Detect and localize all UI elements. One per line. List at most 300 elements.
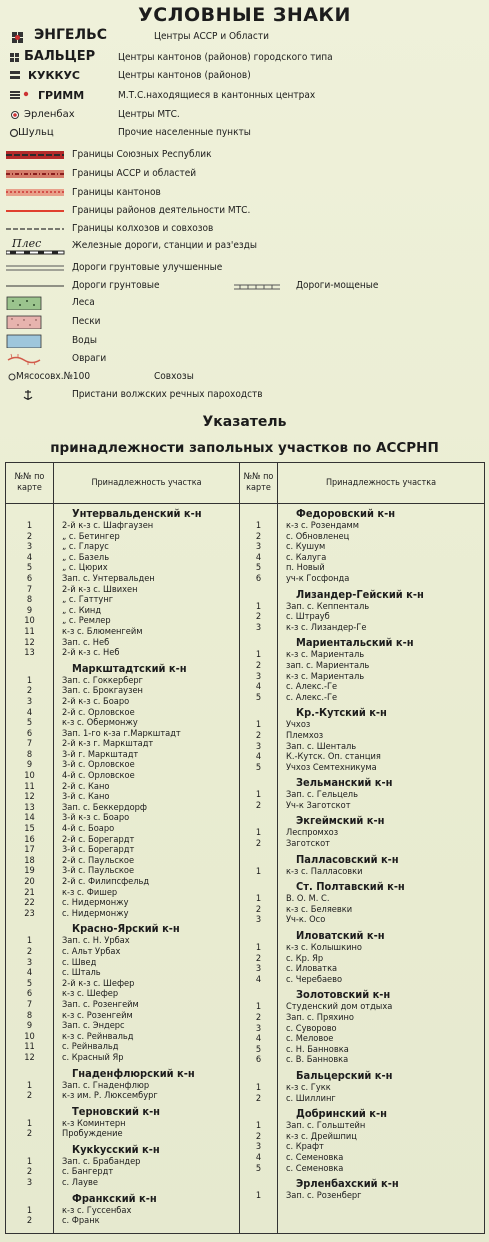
plot-owner: к-з с. Шефер xyxy=(62,989,119,1000)
plot-number: 10 xyxy=(24,616,35,627)
plot-number: 2 xyxy=(26,1129,33,1140)
plot-owner: 2-й с. Кано xyxy=(62,781,110,792)
plot-owner: с. В. Банновка xyxy=(286,1055,349,1066)
plot-number: 4 xyxy=(255,1152,262,1163)
forest-icon xyxy=(6,296,46,310)
index-subtitle: принадлежности запольных участков по АССРНП xyxy=(50,440,439,456)
plot-owner: 2-й к-з с. Боаро xyxy=(62,696,130,707)
plot-number: 3 xyxy=(255,964,262,975)
plot-owner: Пробуждение xyxy=(62,1129,123,1140)
sovkhoz-label: Мясосовх.№100 xyxy=(16,371,91,382)
plot-owner: Заготскот xyxy=(286,839,330,850)
plot-number: 5 xyxy=(255,692,262,703)
plot-number: 22 xyxy=(24,898,35,909)
plot-owner: 3-й г. Маркштадт xyxy=(62,749,139,760)
heading-spacer xyxy=(240,776,277,790)
plot-number: 5 xyxy=(26,978,33,989)
plot-owner: Зап. с. Эндерс xyxy=(62,1021,125,1032)
plot-number: 8 xyxy=(26,595,33,606)
plot-owner: „ с. Гларус xyxy=(62,542,109,553)
plot-owner: с. Иловатка xyxy=(286,964,338,975)
legend-desc: Центры кантонов (районов) городского типа xyxy=(118,52,333,63)
plot-owner: к-з с. Фишер xyxy=(62,887,118,898)
plot-number: 2 xyxy=(255,904,262,915)
plot-number: 9 xyxy=(26,760,33,771)
plot-owner: Зап. с. Гоккерберг xyxy=(62,675,144,686)
legend-desc: Дороги грунтовые улучшенные xyxy=(72,262,223,273)
plot-number: 10 xyxy=(24,1031,35,1042)
plot-owner: 2-й к-з с. Шефер xyxy=(62,978,135,989)
plot-owner: с. Штрауб xyxy=(286,612,330,623)
plot-number: 2 xyxy=(255,953,262,964)
plot-number: 2 xyxy=(255,730,262,741)
legend-town: Шульц xyxy=(18,127,54,138)
district-heading: Добринский к-н xyxy=(296,1107,387,1121)
plot-number: 1 xyxy=(26,936,33,947)
plot-owner: К.-Кутск. Оп. станция xyxy=(286,752,381,763)
plot-owner: Учхоз xyxy=(286,720,311,731)
plot-number: 5 xyxy=(255,1163,262,1174)
plot-owner: к-з с. Беляевки xyxy=(286,904,353,915)
plot-number: 11 xyxy=(24,626,35,637)
district-heading: Кр.-Кутский к-н xyxy=(296,706,387,720)
plot-number: 19 xyxy=(24,866,35,877)
plot-owner: с. Суворово xyxy=(286,1023,337,1034)
plot-owner: 3-й к-з с. Боаро xyxy=(62,813,130,824)
plot-number: 3 xyxy=(26,696,33,707)
plot-owner: к-з с. Лизандер-Ге xyxy=(286,622,367,633)
plot-owner: с. Рейнвальд xyxy=(62,1042,119,1053)
plot-owner: В. О. М. С. xyxy=(286,894,330,905)
district-heading: Терновский к-н xyxy=(72,1104,161,1118)
plot-owner: с. Обновленец xyxy=(286,531,350,542)
plot-owner: Уч-к. Осо xyxy=(286,915,326,926)
plot-owner: с. Калуга xyxy=(286,552,327,563)
plot-number: 1 xyxy=(26,521,33,531)
plot-number: 15 xyxy=(24,824,35,835)
heading-spacer xyxy=(6,1105,53,1119)
heading-spacer xyxy=(240,929,277,943)
plot-owner: к-з с. Колышкино xyxy=(286,943,362,954)
plot-owner: 2-й с. Филипсфельд xyxy=(62,877,150,887)
plot-owner: Зап. с. Гельцель xyxy=(286,790,358,801)
plot-owner: к-з им. Р. Люксембург xyxy=(62,1091,158,1102)
plot-number: 3 xyxy=(255,542,262,553)
heading-spacer xyxy=(240,1177,277,1191)
plot-owner: к-з с. Дрейшпиц xyxy=(286,1131,357,1142)
district-heading: Франкский к-н xyxy=(72,1191,157,1205)
plot-owner: „ с. Гаттунг xyxy=(62,595,114,606)
district-heading: Экгеймский к-н xyxy=(296,814,385,828)
plot-number: 2 xyxy=(26,686,33,697)
district-heading: Лизандер-Гейский к-н xyxy=(296,587,424,601)
plot-number: 1 xyxy=(255,1082,262,1093)
legend-desc: Овраги xyxy=(72,353,107,364)
right-number-column xyxy=(240,504,278,1234)
plot-owner: Зап. 1-го к-за г.Маркштадт xyxy=(62,728,181,739)
district-heading: Гнаденфлюрский к-н xyxy=(72,1066,195,1080)
plot-number: 2 xyxy=(26,1091,33,1102)
heading-spacer xyxy=(240,1107,277,1121)
plot-owner: с. Меловое xyxy=(286,1034,334,1045)
plot-owner: Уч-к Заготскот xyxy=(286,800,351,811)
legend-desc: Границы Союзных Республик xyxy=(72,149,212,160)
owner-header: Принадлежность участка xyxy=(54,463,240,504)
plot-owner: уч-к Госфонда xyxy=(286,573,350,584)
plot-owner: с. Альт Урбах xyxy=(62,946,121,957)
district-heading: Федоровский к-н xyxy=(296,507,396,520)
plot-number: 4 xyxy=(255,552,262,563)
plot-number: 10 xyxy=(24,771,35,782)
plot-owner: 2-й к-з с. Швихен xyxy=(62,584,138,595)
plot-owner: Зап. с. Брабандер xyxy=(62,1156,141,1167)
plot-number: 5 xyxy=(255,762,262,773)
heading-spacer xyxy=(240,853,277,867)
plot-number: 4 xyxy=(26,707,33,718)
mts-canton-icon xyxy=(8,89,38,103)
plot-number: 1 xyxy=(255,521,262,531)
legend-town: Эрленбах xyxy=(24,109,75,120)
heading-spacer xyxy=(6,662,53,676)
plot-number: 2 xyxy=(255,531,262,542)
legend-desc: Дороги грунтовые xyxy=(72,280,160,291)
heading-spacer xyxy=(240,988,277,1002)
legend-desc: Совхозы xyxy=(154,371,194,382)
plot-number: 9 xyxy=(26,605,33,616)
plot-owner: с. Кр. Яр xyxy=(286,953,324,964)
plot-number: 1 xyxy=(255,894,262,905)
plot-owner: „ с. Базель xyxy=(62,552,110,563)
left-number-column xyxy=(6,504,54,1234)
plot-number: 6 xyxy=(26,728,33,739)
plot-number: 1 xyxy=(255,720,262,731)
plot-owner: Зап. с. Пряхино xyxy=(286,1013,354,1023)
district-heading: Кукkусский к-н xyxy=(72,1142,160,1156)
plot-number: 4 xyxy=(255,682,262,693)
plot-owner: с. Семеновка xyxy=(286,1163,344,1174)
legend-desc: Границы АССР и областей xyxy=(72,168,197,179)
plot-number: 1 xyxy=(26,1118,33,1129)
plot-number: 3 xyxy=(255,741,262,752)
plot-owner: 2-й с. Орловское xyxy=(62,707,135,718)
plot-owner: 3-й с. Орловское xyxy=(62,760,135,771)
plot-owner: с. Нидермонжу xyxy=(62,898,129,909)
plot-owner: 2-й с. Паульское xyxy=(62,855,135,866)
plot-owner: Племхоз xyxy=(286,730,324,741)
legend-desc: М.Т.С.находящиеся в кантонных центрах xyxy=(118,90,316,101)
legend-desc: Границы колхозов и совхозов xyxy=(72,223,214,234)
plot-number: 3 xyxy=(255,1142,262,1153)
district-heading: Палласовский к-н xyxy=(296,852,399,866)
plot-owner: с. Шиллинг xyxy=(286,1093,336,1104)
plot-owner: 3-й с. Паульское xyxy=(62,866,135,877)
district-heading: Красно-Ярский к-н xyxy=(72,922,180,936)
plot-number: 2 xyxy=(255,800,262,811)
plot-owner: Леспромхоз xyxy=(286,828,339,839)
plot-number: 18 xyxy=(24,855,35,866)
plot-number: 3 xyxy=(255,915,262,926)
plot-owner: с. Бангердт xyxy=(62,1167,114,1178)
plot-owner: к-з с. Рейнвальд xyxy=(62,1031,134,1042)
plot-owner: Зап. с. Розенгейм xyxy=(62,999,139,1010)
legend-town: БАЛЬЦЕР xyxy=(24,49,96,64)
heading-spacer xyxy=(240,1069,277,1083)
heading-spacer xyxy=(240,706,277,720)
plot-owner: с. Кушум xyxy=(286,542,326,553)
plot-owner: с. Красный Яр xyxy=(62,1052,124,1063)
plot-number: 9 xyxy=(26,1021,33,1032)
canton-boundary-icon xyxy=(6,186,66,200)
plot-owner: 2-й к-з с. Неб xyxy=(62,648,120,659)
legend-desc: Леса xyxy=(72,297,95,308)
plot-number: 1 xyxy=(255,790,262,801)
plot-number: 2 xyxy=(26,946,33,957)
plot-owner: с. Франк xyxy=(62,1216,100,1227)
plot-number: 1 xyxy=(255,943,262,954)
plot-owner: Учхоз Семтехникума xyxy=(286,762,377,773)
plot-number: 5 xyxy=(26,718,33,729)
plot-number: 12 xyxy=(24,792,35,803)
mts-boundary-icon xyxy=(6,204,66,218)
plot-owner: Зап. с. Кеппенталь xyxy=(286,601,370,612)
plot-number: 2 xyxy=(255,612,262,623)
plot-owner: 2-й к-з г. Маркштадт xyxy=(62,739,154,750)
plot-number: 6 xyxy=(255,1055,262,1066)
plot-owner: с. Н. Банновка xyxy=(286,1044,349,1055)
plot-owner: с. Шталь xyxy=(62,968,101,979)
plot-owner: с. Крафт xyxy=(286,1142,324,1153)
district-heading: Мариентальский к-н xyxy=(296,636,414,650)
paved-road-icon xyxy=(234,281,284,293)
plot-number: 1 xyxy=(255,601,262,612)
plot-number: 5 xyxy=(255,563,262,574)
plot-owner: „ с. Ремлер xyxy=(62,616,111,627)
plot-number: 13 xyxy=(24,648,35,659)
plot-owner: Зап. с. Брокгаузен xyxy=(62,686,143,697)
plot-number: 11 xyxy=(24,1042,35,1053)
plot-owner: „ с. Кинд xyxy=(62,605,102,616)
plot-number: 3 xyxy=(26,957,33,968)
plot-owner: п. Новый xyxy=(286,563,325,574)
index-table xyxy=(5,462,485,1234)
heading-spacer xyxy=(6,507,53,521)
plot-owner: 3-й с. Борегардт xyxy=(62,845,135,856)
legend-desc: Центры кантонов (районов) xyxy=(118,70,251,81)
district-heading: Зельманский к-н xyxy=(296,776,393,790)
plot-number: 1 xyxy=(26,675,33,686)
legend-desc: Железные дороги, станции и раз'езды xyxy=(72,240,257,251)
district-heading: Бальцерский к-н xyxy=(296,1068,393,1082)
plot-number: 4 xyxy=(255,752,262,763)
water-icon xyxy=(6,334,46,348)
num-header: №№ по карте xyxy=(6,463,54,504)
index-title: Указатель xyxy=(202,414,287,430)
plot-number: 1 xyxy=(26,1080,33,1091)
plot-owner: 4-й с. Боаро xyxy=(62,824,115,835)
railway-station-label: Плес xyxy=(12,237,42,250)
plot-owner: Студенский дом отдыха xyxy=(286,1002,393,1013)
plot-owner: „ с. Бетингер xyxy=(62,531,120,542)
plot-number: 2 xyxy=(255,1131,262,1142)
plot-number: 7 xyxy=(26,584,33,595)
plot-owner: с. Черебаево xyxy=(286,974,343,985)
legend-town: КУККУС xyxy=(28,69,81,82)
assr-boundary-icon xyxy=(6,167,66,181)
ravine-icon xyxy=(6,352,46,366)
plot-number: 5 xyxy=(26,563,33,574)
capital-star-icon xyxy=(8,30,32,44)
plot-number: 3 xyxy=(26,1178,33,1189)
plot-number: 17 xyxy=(24,845,35,856)
plot-number: 1 xyxy=(26,1156,33,1167)
plot-owner: Зап. с. Шенталь xyxy=(286,741,357,752)
plot-number: 1 xyxy=(26,1205,33,1216)
district-heading: Маркштадтский к-н xyxy=(72,661,187,675)
legend-desc: Пристани волжских речных пароходств xyxy=(72,389,263,400)
heading-spacer xyxy=(240,636,277,650)
plot-owner: к-з с. Гуссенбах xyxy=(62,1205,132,1216)
plot-owner: с. Алекс.-Ге xyxy=(286,682,338,693)
kolkhoz-boundary-icon xyxy=(6,222,66,236)
legend-town: ГРИММ xyxy=(38,89,85,102)
legend-desc: Воды xyxy=(72,335,97,346)
legend-town: ЭНГЕЛЬС xyxy=(34,27,108,43)
plot-number: 5 xyxy=(255,1044,262,1055)
plot-number: 12 xyxy=(24,1052,35,1063)
plot-number: 7 xyxy=(26,739,33,750)
plot-owner: Зап. с. Унтервальден xyxy=(62,573,155,584)
plot-owner: к-з с. Розендамм xyxy=(286,521,359,531)
district-heading: Унтервальденский к-н xyxy=(72,507,202,520)
plot-number: 23 xyxy=(24,908,35,919)
legend-desc: Границы кантонов xyxy=(72,187,161,198)
plot-number: 1 xyxy=(255,866,262,877)
plot-number: 1 xyxy=(255,1191,262,1202)
union-boundary-icon xyxy=(6,148,66,162)
heading-spacer xyxy=(240,588,277,602)
plot-number: 1 xyxy=(255,650,262,661)
plot-number: 20 xyxy=(24,877,35,887)
plot-owner: „ с. Цюрих xyxy=(62,563,108,574)
plot-owner: с. Нидермонжу xyxy=(62,908,129,919)
plot-number: 8 xyxy=(26,1010,33,1021)
heading-spacer xyxy=(6,1067,53,1081)
legend-desc: Границы районов деятельности МТС. xyxy=(72,205,251,216)
plot-owner: к-з с. Розенгейм xyxy=(62,1010,133,1021)
heading-spacer xyxy=(240,507,277,521)
num-header: №№ по карте xyxy=(240,463,278,504)
right-owner-column xyxy=(278,504,485,1234)
plot-owner: к-з с. Блюменгейм xyxy=(62,626,143,637)
plot-number: 4 xyxy=(255,974,262,985)
plot-owner: с. Лауве xyxy=(62,1178,98,1189)
owner-header: Принадлежность участка xyxy=(278,463,485,504)
anchor-icon xyxy=(22,388,34,402)
plot-number: 3 xyxy=(255,671,262,682)
table-header-row xyxy=(6,463,485,504)
plot-owner: к-з с. Гукк xyxy=(286,1082,331,1093)
plot-number: 6 xyxy=(255,573,262,584)
plot-owner: с. Семеновка xyxy=(286,1152,344,1163)
plot-number: 2 xyxy=(255,660,262,671)
district-heading: Ст. Полтавский к-н xyxy=(296,880,405,894)
legend-desc: Центры АССР и Области xyxy=(154,31,269,42)
plot-number: 6 xyxy=(26,989,33,1000)
plot-number: 8 xyxy=(26,749,33,760)
plot-owner: 4-й с. Орловское xyxy=(62,771,135,782)
heading-spacer xyxy=(240,880,277,894)
legend-desc: Центры МТС. xyxy=(118,109,180,120)
plot-number: 4 xyxy=(26,968,33,979)
plot-owner: к-з с. Обермонжу xyxy=(62,718,138,729)
heading-spacer xyxy=(6,1143,53,1157)
plot-number: 11 xyxy=(24,781,35,792)
plot-owner: к-з с. Палласовки xyxy=(286,866,363,877)
left-owner-column xyxy=(54,504,240,1234)
heading-spacer xyxy=(6,1192,53,1206)
plot-number: 2 xyxy=(26,531,33,542)
legend-desc: Пески xyxy=(72,316,101,327)
plot-number: 16 xyxy=(24,834,35,845)
plot-owner: к-з с. Мариенталь xyxy=(286,671,365,682)
improved-road-icon xyxy=(6,261,66,275)
legend-desc: Прочие населенные пункты xyxy=(118,127,251,138)
plot-number: 2 xyxy=(26,1216,33,1227)
plot-number: 1 xyxy=(255,828,262,839)
district-heading: Иловатский к-н xyxy=(296,929,385,943)
plot-number: 13 xyxy=(24,802,35,813)
plot-number: 6 xyxy=(26,573,33,584)
plot-owner: зап. с. Мариенталь xyxy=(286,660,370,671)
plot-owner: Зап. с. Гольштейн xyxy=(286,1121,366,1132)
plot-owner: Зап. с. Неб xyxy=(62,637,110,648)
dirt-road-icon xyxy=(6,279,66,293)
legend-title: УСЛОВНЫЕ ЗНАКИ xyxy=(138,4,351,26)
plot-number: 2 xyxy=(255,1093,262,1104)
plot-owner: 3-й с. Кано xyxy=(62,792,110,803)
plot-owner: к-з Коминтерн xyxy=(62,1118,126,1129)
plot-number: 2 xyxy=(255,1013,262,1023)
sand-icon xyxy=(6,315,46,329)
plot-number: 1 xyxy=(255,1121,262,1132)
plot-number: 2 xyxy=(26,1167,33,1178)
plot-number: 2 xyxy=(255,839,262,850)
plot-number: 4 xyxy=(26,552,33,563)
plot-number: 7 xyxy=(26,999,33,1010)
plot-number: 14 xyxy=(24,813,35,824)
plot-owner: Зап. с. Беккердорф xyxy=(62,802,147,813)
plot-number: 3 xyxy=(26,542,33,553)
heading-spacer xyxy=(6,922,53,936)
plot-number: 3 xyxy=(255,622,262,633)
plot-number: 12 xyxy=(24,637,35,648)
legend-desc: Дороги-мощеные xyxy=(296,280,379,291)
plot-number: 21 xyxy=(24,887,35,898)
railway-icon xyxy=(6,249,66,257)
plot-number: 4 xyxy=(255,1034,262,1045)
plot-owner: 2-й с. Борегардт xyxy=(62,834,135,845)
plot-owner: с. Алекс.-Ге xyxy=(286,692,338,703)
plot-owner: с. Швед xyxy=(62,957,97,968)
plot-owner: Зап. с. Розенберг xyxy=(286,1191,362,1202)
plot-owner: 2-й к-з с. Шафгаузен xyxy=(62,521,154,531)
plot-owner: Зап. с. Гнаденфлюр xyxy=(62,1080,150,1091)
plot-number: 3 xyxy=(255,1023,262,1034)
district-heading: Золотовский к-н xyxy=(296,988,391,1002)
plot-number: 1 xyxy=(255,1002,262,1013)
district-heading: Эрленбахский к-н xyxy=(296,1177,399,1191)
plot-owner: Зап. с. Н. Урбах xyxy=(62,936,130,947)
